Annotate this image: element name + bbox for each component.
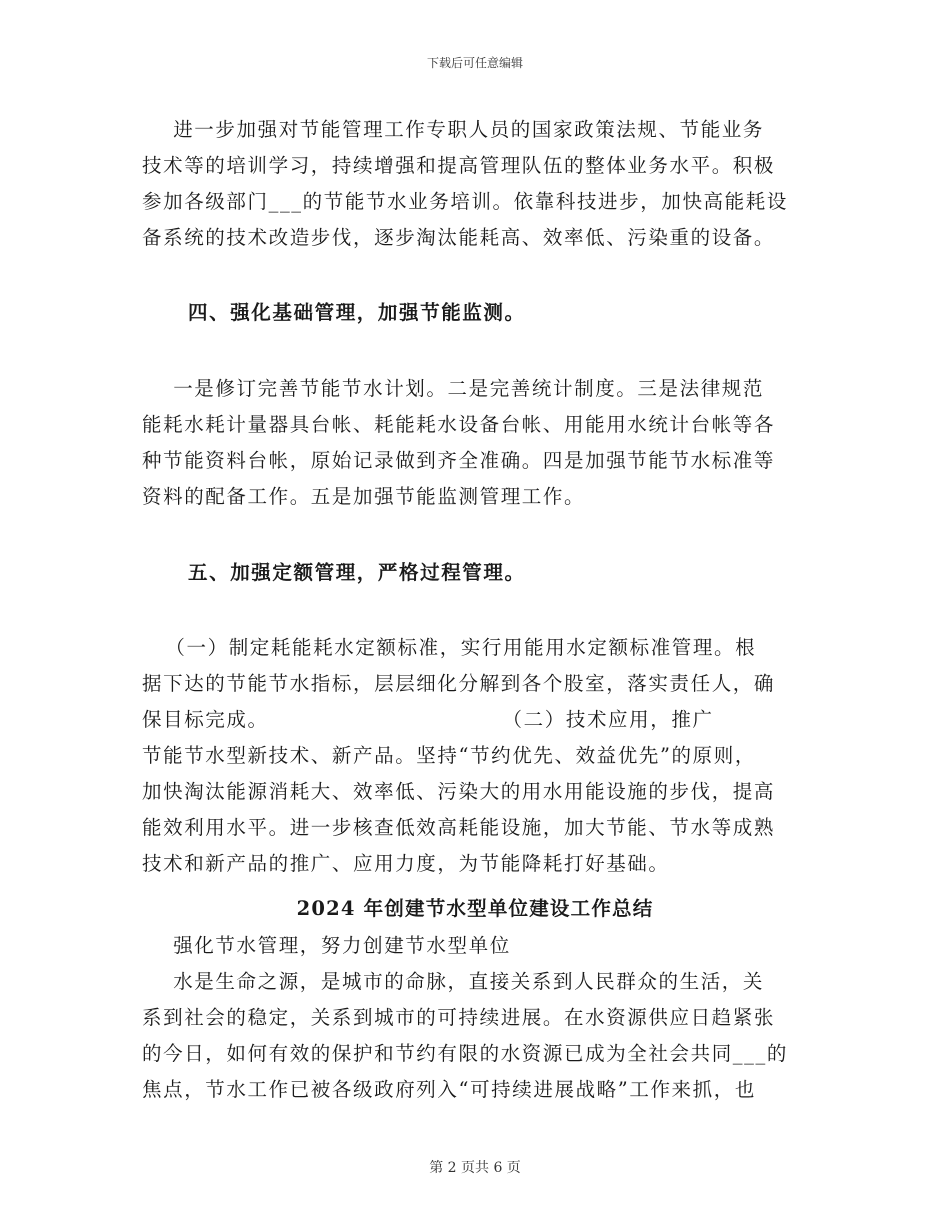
paragraph-line: 系到社会的稳定，关系到城市的可持续进展。在水资源供应日趋紧张 (142, 1006, 776, 1029)
paragraph-line: 焦点，节水工作已被各级政府列入“可持续进展战略”工作来抓，也 (142, 1078, 756, 1101)
paragraph-line: 强化节水管理，努力创建节水型单位 (142, 934, 511, 957)
section-heading-5: 五、加强定额管理，严格过程管理。 (188, 561, 526, 584)
paragraph-line: 水是生命之源，是城市的命脉，直接关系到人民群众的生活，关 (142, 970, 764, 993)
paragraph-line: （一）制定耗能耗水定额标准，实行用能用水定额标准管理。根 (142, 636, 757, 659)
paragraph-line: 能效利用水平。进一步核查低效高耗能设施，加大节能、节水等成熟 (142, 816, 776, 839)
section-heading-4: 四、强化基础管理，加强节能监测。 (188, 301, 526, 324)
paragraph-line: 能耗水耗计量器具台帐、耗能耗水设备台帐、用能用水统计台帐等各 (142, 413, 776, 436)
page-footer: 第 2 页共 6 页 (429, 1160, 521, 1176)
paragraph-line: 技术和新产品的推广、应用力度，为节能降耗打好基础。 (142, 852, 670, 875)
paragraph-line: 一是修订完善节能节水计划。二是完善统计制度。三是法律规范 (142, 377, 764, 400)
paragraph-line: 技术等的培训学习，持续增强和提高管理队伍的整体业务水平。积极 (142, 154, 776, 177)
page-header: 下载后可任意编辑 (426, 56, 523, 70)
paragraph-line: 参加各级部门___的节能节水业务培训。依靠科技进步，加快高能耗设 (142, 190, 788, 213)
paragraph-line: 的今日，如何有效的保护和节约有限的水资源已成为全社会共同___的 (142, 1042, 788, 1065)
paragraph-line: 备系统的技术改造步伐，逐步淘汰能耗高、效率低、污染重的设备。 (142, 226, 776, 249)
paragraph-line: 节能节水型新技术、新产品。坚持“节约优先、效益优先”的原则， (142, 744, 756, 767)
document-title: 2024 年创建节水型单位建设工作总结 (296, 897, 654, 920)
paragraph-line: 资料的配备工作。五是加强节能监测管理工作。 (142, 485, 586, 508)
paragraph-line: 进一步加强对节能管理工作专职人员的国家政策法规、节能业务 (142, 118, 764, 141)
paragraph-line: 种节能资料台帐，原始记录做到齐全准确。四是加强节能节水标准等 (142, 449, 776, 472)
paragraph-line: 据下达的节能节水指标，层层细化分解到各个股室，落实责任人，确 (142, 672, 776, 695)
paragraph-line: 加快淘汰能源消耗大、效率低、污染大的用水用能设施的步伐，提高 (142, 780, 776, 803)
paragraph-line: 保目标完成。 （二）技术应用，推广 (142, 708, 714, 731)
